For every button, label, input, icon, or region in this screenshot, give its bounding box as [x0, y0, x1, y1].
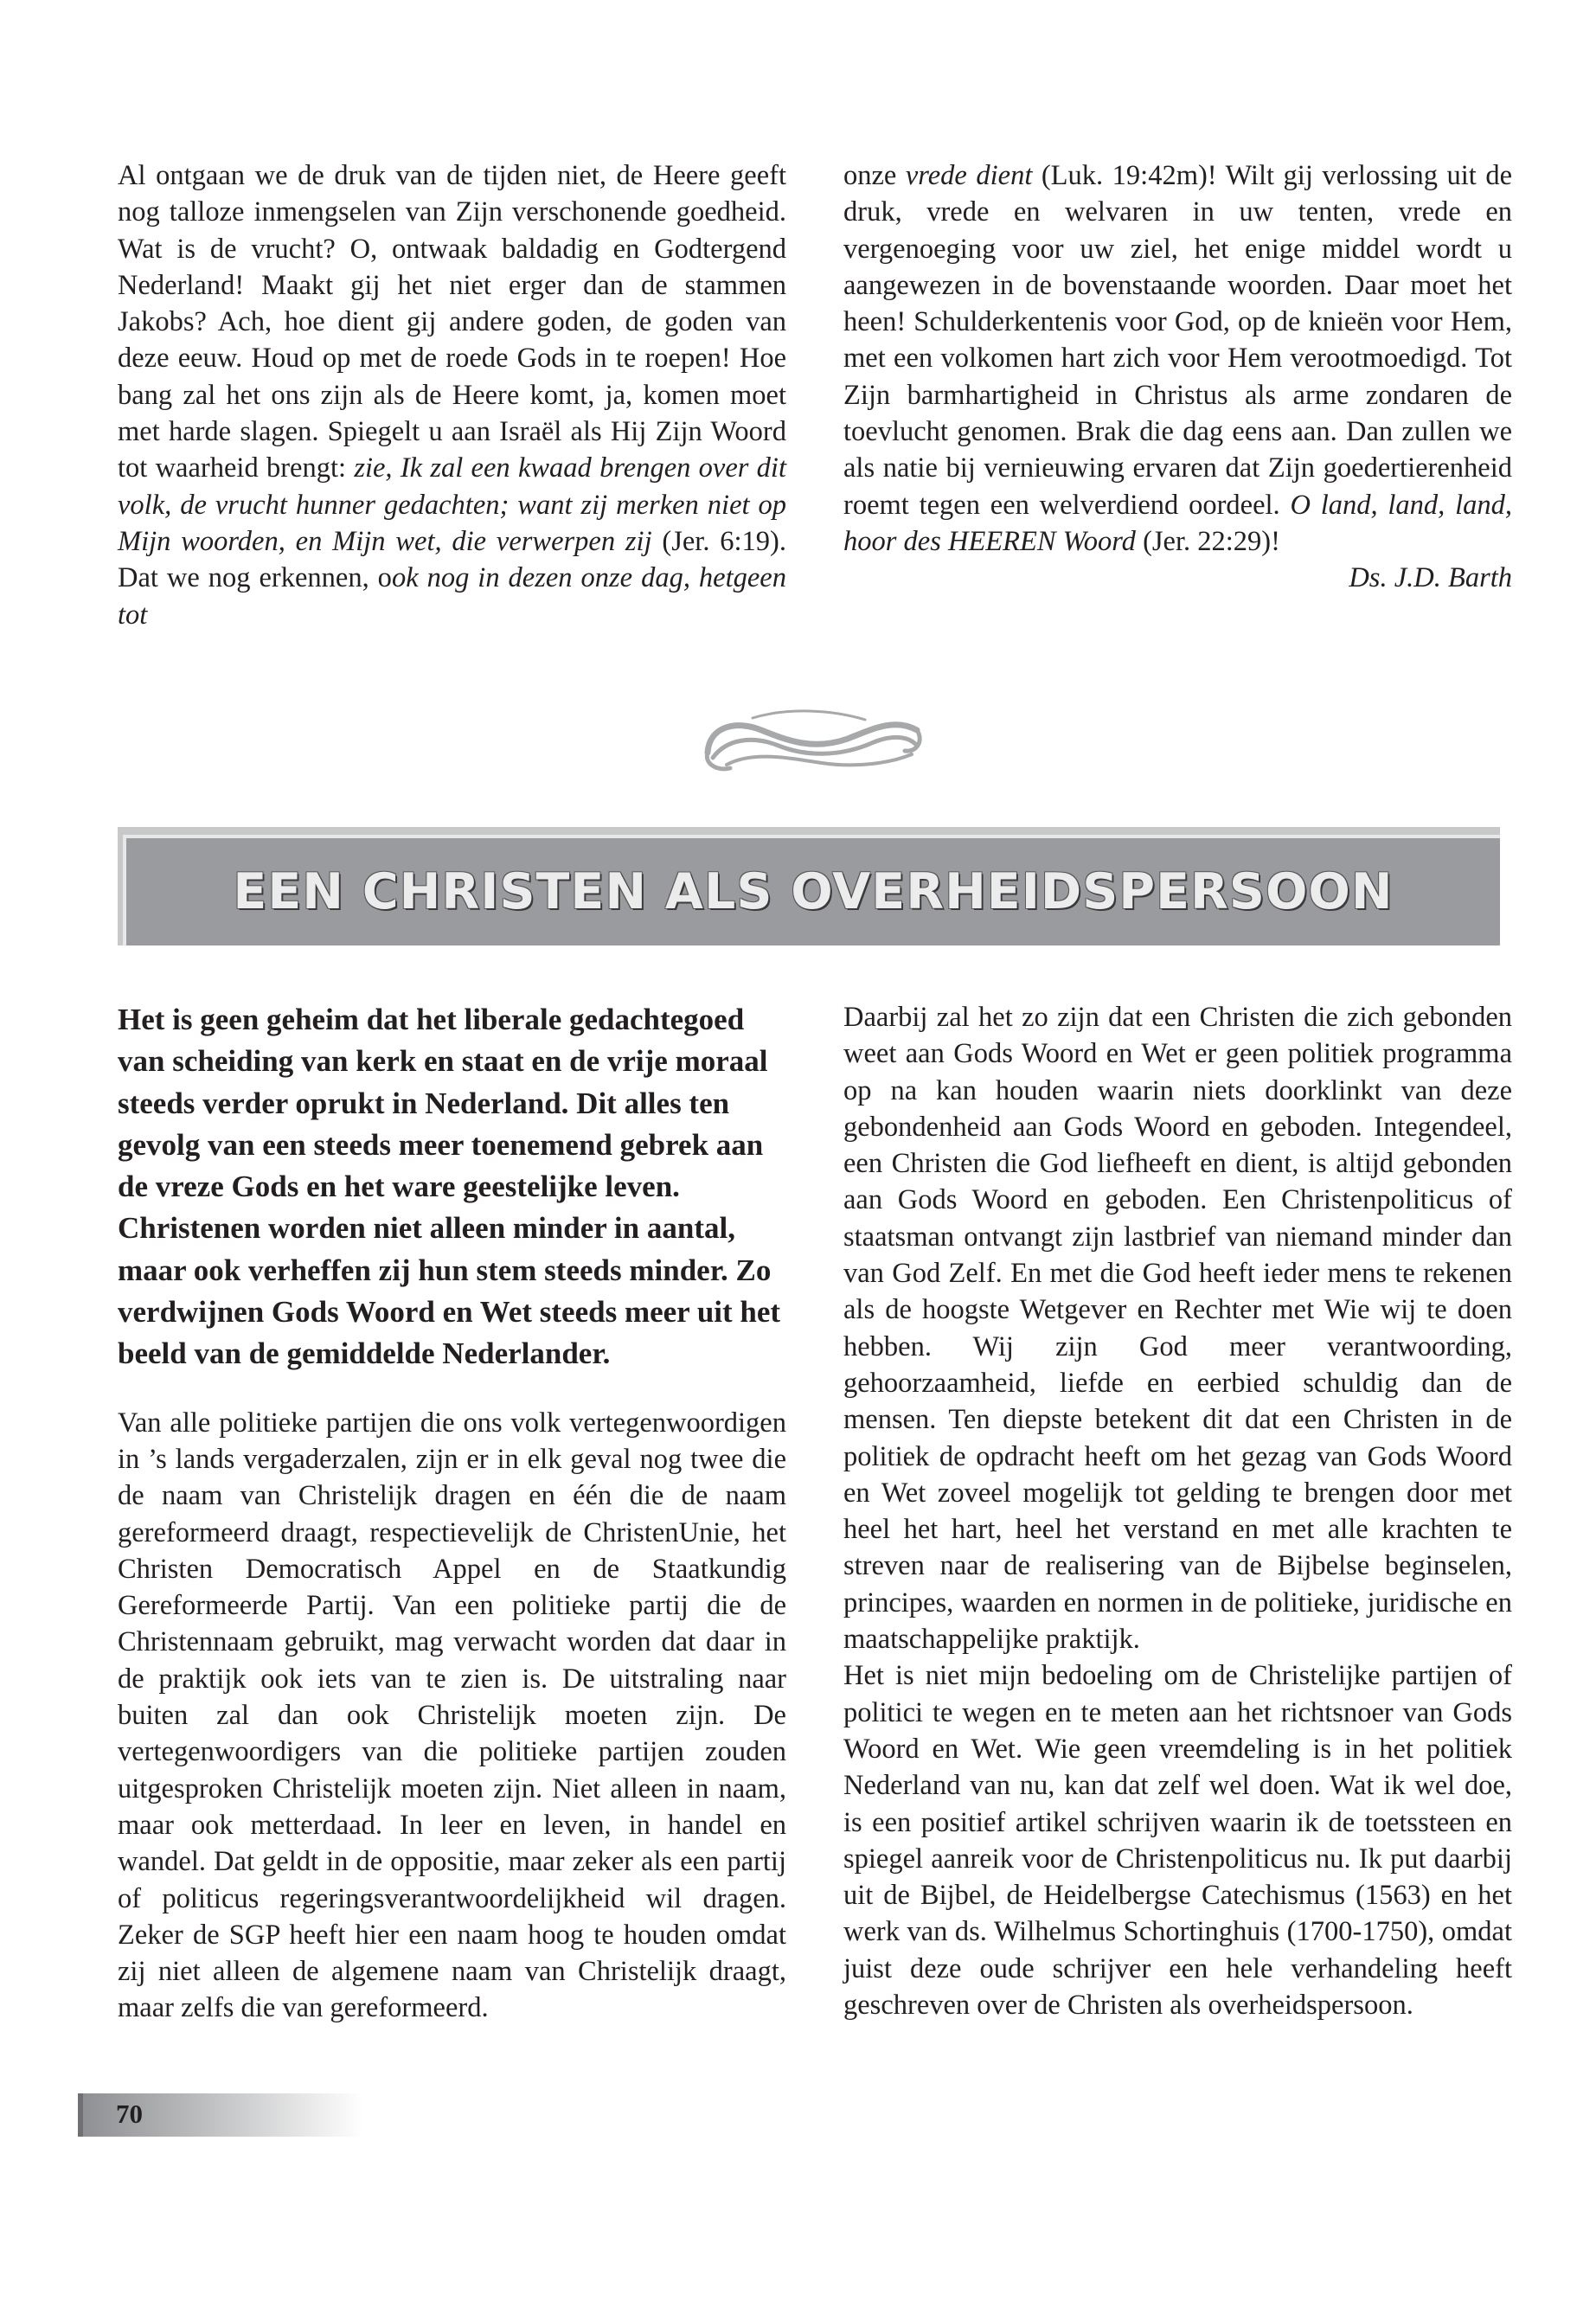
author-signature: Ds. J.D. Barth [1349, 562, 1512, 594]
page-number-tab [78, 2093, 363, 2137]
bottom-left-column [118, 999, 786, 2027]
section-title-banner-inner [123, 835, 1500, 945]
top-right-column [843, 157, 1512, 597]
decorative-flourish-icon [701, 701, 924, 777]
body-paragraph: Het is niet mijn bedoeling om de Christelijke partijen of politici te wegen en te meten aan het richtsnoer van Gods Woord en Wet. Wie geen vreemdeling is in het politiek Nederland van nu, kan dat zelf wel doen. Wat ik wel doe, is een positief artikel schrijven waarin ik de toetssteen en spiegel aanreik voor de Christenpoliticus nu. Ik put daarbij uit de Bijbel, de Heidelbergse Catechismus (1563) en het werk van ds. Wilhelmus Schortinghuis (1700-1750), omdat juist deze oude schrijver een hele verhandeling heeft geschreven over de Christen als overheidspersoon. [843, 1660, 1512, 2022]
closing-paragraph-right: onze vrede dient (Luk. 19:42m)! Wilt gij verlossing uit de druk, vrede en welvaren in uw tenten, vrede en vergenoeging voor uw ziel, het enige middel wordt u aangewezen in de bovenstaande woorden. Daar moet het heen! Schulderkentenis voor God, op de knieën voor Hem, met een volkomen hart zich voor Hem verootmoedigd. Tot Zijn barmhartigheid in Christus als arme zondaren de toevlucht genomen. Brak die dag eens aan. Dan zullen we als natie bij vernieuwing ervaren dat Zijn goedertierenheid roemt tegen een welverdiend oordeel. O land, land, land, hoor des HEEREN Woord (Jer. 22:29)! [843, 160, 1512, 557]
top-left-column [118, 157, 786, 633]
section-title-banner [118, 827, 1500, 945]
body-paragraph: Daarbij zal het zo zijn dat een Christen die zich gebonden weet aan Gods Woord en Wet er geen politiek programma op na kan houden waarin niets doorklinkt van deze gebondenheid aan Gods Woord en geboden. Integendeel, een Christen die God liefheeft en dient, is altijd gebonden aan Gods Woord en geboden. Een Christenpoliticus of staatsman ontvangt zijn lastbrief van niemand minder dan van God Zelf. En met die God heeft ieder mens te rekenen als de hoogste Wetgever en Rechter met Wie wij te doen hebben. Wij zijn God meer verantwoording, gehoorzaamheid, liefde en eerbied schuldig dan de mensen. Ten diepste betekent dit dat een Christen in de politiek de opdracht heeft om het gezag van Gods Woord en Wet zoveel mogelijk tot gelding te brengen door met heel het hart, heel het verstand en met alle krachten te streven naar de realisering van de Bijbelse beginselen, principes, waarden en normen in de politieke, juridische en maatschappelijke praktijk. [843, 1002, 1512, 1656]
bottom-right-column [843, 999, 1512, 2023]
closing-paragraph-left: Al ontgaan we de druk van de tijden niet, de Heere geeft nog talloze inmengselen van Zijn verschonende goedheid. Wat is de vrucht? O, ontwaak baldadig en Godtergend Nederland! Maakt gij het niet erger dan de stammen Jakobs? Ach, hoe dient gij andere goden, de goden van deze eeuw. Houd op met de roede Gods in te roepen! Hoe bang zal het ons zijn als de Heere komt, ja, komen moet met harde slagen. Spiegelt u aan Israël als Hij Zijn Woord tot waarheid brengt: zie, Ik zal een kwaad brengen over dit volk, de vrucht hunner gedachten; want zij merken niet op Mijn woorden, en Mijn wet, die verwerpen zij (Jer. 6:19). Dat we nog erkennen, ook nog in dezen onze dag, hetgeen tot [118, 160, 787, 631]
page-number: 70 [116, 2099, 143, 2129]
section-title: EEN CHRISTEN ALS OVERHEIDSPERSOON [233, 863, 1394, 920]
body-paragraph: Van alle politieke partijen die ons volk vertegenwoordigen in ’s lands vergaderzalen, zijn er in elk geval nog twee die de naam van Christelijk dragen en één die de naam gereformeerd draagt, respectievelijk de ChristenUnie, het Christen Democratisch Appel en de Staatkundig Gereformeerde Partij. Van een politieke partij die de Christennaam gebruikt, mag verwacht worden dat daar in de praktijk ook iets van te zien is. De uitstraling naar buiten zal dan ook Christelijk moeten zijn. De vertegenwoordigers van die politieke partijen zouden uitgesproken Christelijk moeten zijn. Niet alleen in naam, maar ook metterdaad. In leer en leven, in handel en wandel. Dat geldt in de oppositie, maar zeker als een partij of politicus regeringsverantwoordelijkheid wil dragen. Zeker de SGP heeft hier een naam hoog te houden omdat zij niet alleen de algemene naam van Christelijk draagt, maar zelfs die van gereformeerd. [118, 1407, 786, 2024]
lead-paragraph: Het is geen geheim dat het liberale gedachtegoed van scheiding van kerk en staat en de vrije moraal steeds verder oprukt in Nederland. Dit alles ten gevolg van een steeds meer toenemend gebrek aan de vreze Gods en het ware geestelijke leven. Christenen worden niet alleen minder in aantal, maar ook verheffen zij hun stem steeds minder. Zo verdwijnen Gods Woord en Wet steeds meer uit het beeld van de gemiddelde Nederlander. [118, 1003, 781, 1371]
